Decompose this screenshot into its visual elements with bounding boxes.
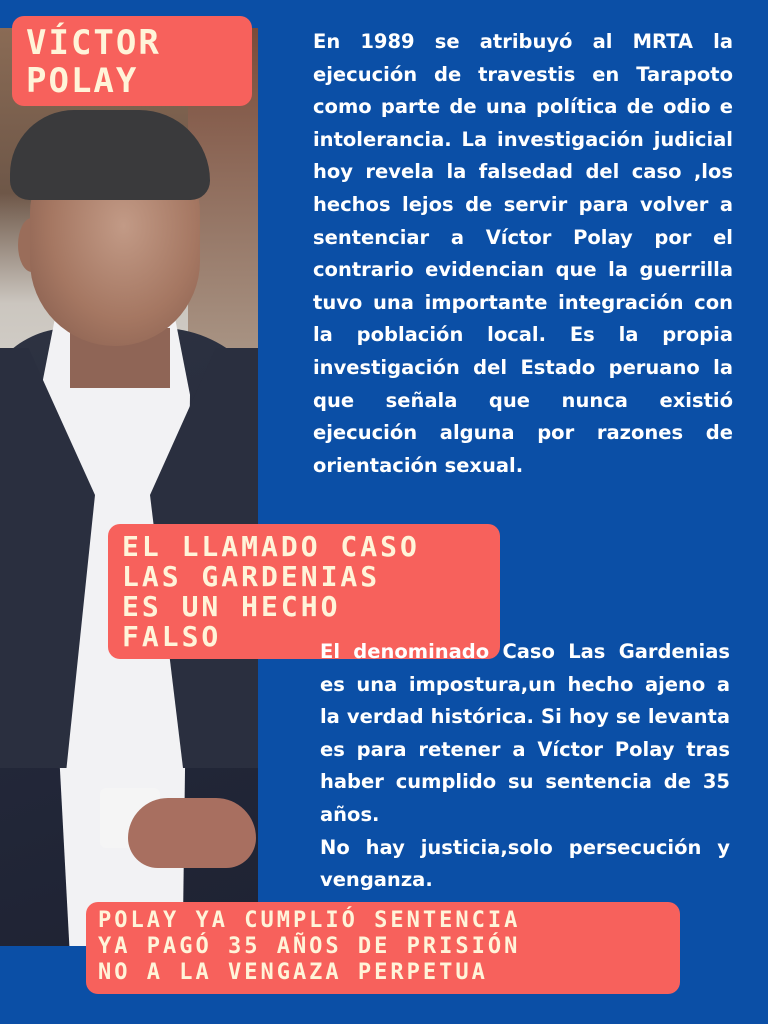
portrait-photo (0, 28, 258, 946)
case-headline-line: FALSO (122, 620, 222, 653)
name-tag (12, 16, 252, 106)
slogan-line: YA PAGÓ 35 AÑOS DE PRISIÓN (98, 934, 521, 959)
paragraph-mrta-tarapoto: En 1989 se atribuyó al MRTA la ejecución de travestis en Tarapoto como parte de una política de odio e intolerancia. La investigación judicial hoy revela la falsedad del caso ,los hechos lejos de servir para volver a sentenciar a Víctor Polay por el contrario evidencian que la guerrilla tuvo una importante integración con la población local. Es la propia investigación del Estado peruano la que señala que nunca existió ejecución alguna por razones de orientación sexual. (313, 30, 733, 477)
paragraph-gardenias (320, 636, 730, 897)
photo-hair (10, 110, 210, 200)
paragraph-gardenias-text: El denominado Caso Las Gardenias es una impostura,un hecho ajeno a la verdad histórica. Si hoy se levanta es para retener a Víctor Polay tras haber cumplido su sentencia de 35 años. (320, 640, 730, 826)
bottom-slogan-tag (86, 902, 680, 994)
case-headline-line: ES UN HECHO (122, 590, 341, 623)
case-headline-line: LAS GARDENIAS (122, 560, 381, 593)
slogan-line: POLAY YA CUMPLIÓ SENTENCIA (98, 908, 521, 933)
name-tag-line: VÍCTOR (26, 23, 161, 63)
paragraph-gardenias-closing: No hay justicia,solo persecución y venganza. (320, 835, 730, 892)
case-headline-line: EL LLAMADO CASO (122, 530, 420, 563)
slogan-line: NO A LA VENGAZA PERPETUA (98, 960, 488, 985)
name-tag-line: POLAY (26, 61, 139, 101)
photo-hand (128, 798, 256, 868)
